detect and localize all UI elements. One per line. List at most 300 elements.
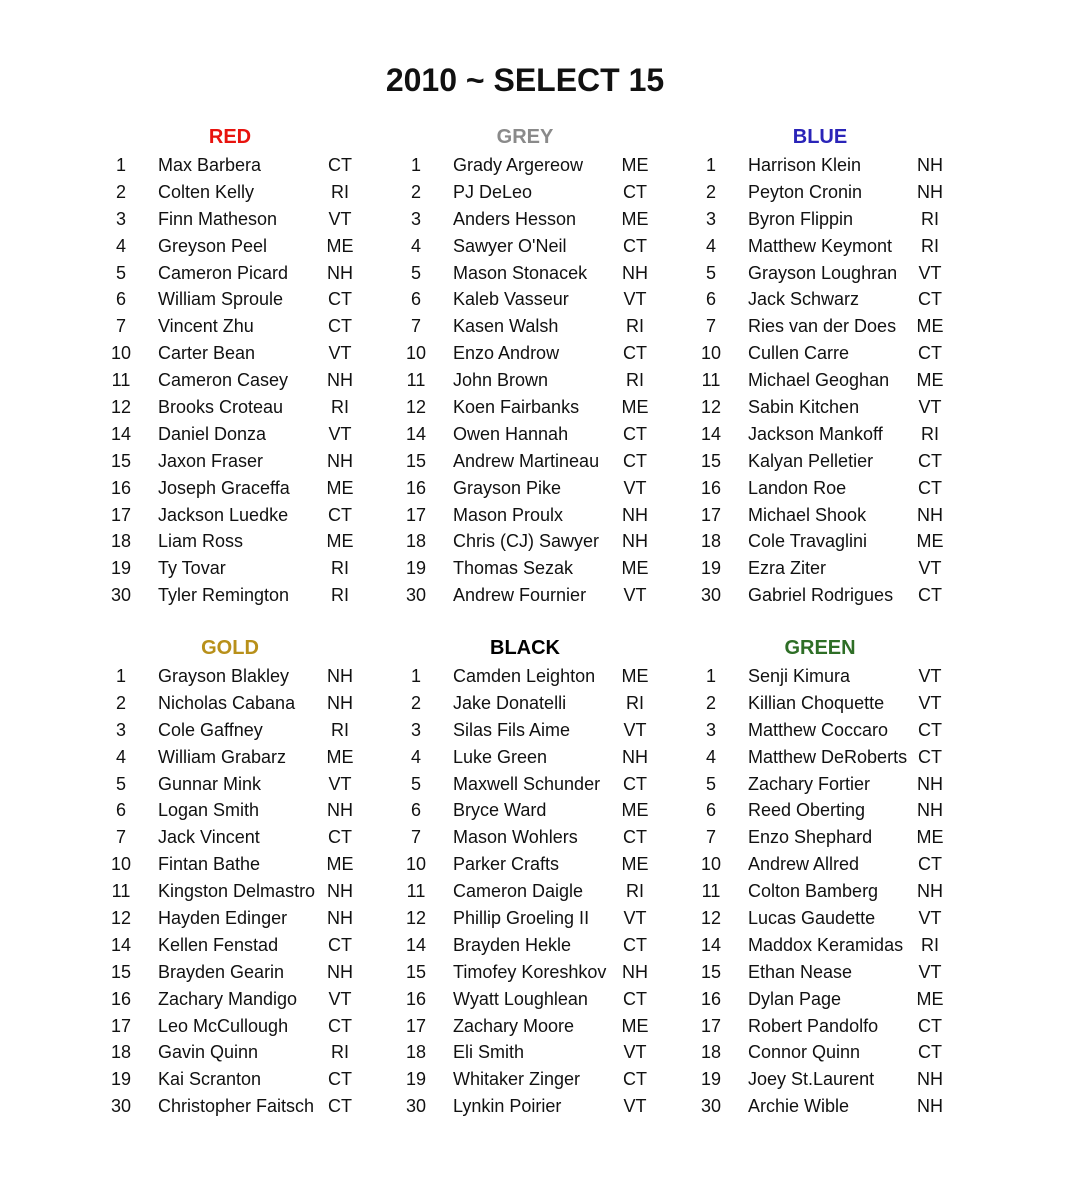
player-state: VT [328,208,352,229]
player-row [700,797,1000,824]
player-state: CT [623,934,647,955]
player-name: Eli Smith [453,1042,525,1063]
player-row [110,233,410,260]
player-state: CT [623,773,647,794]
player-row [405,986,705,1013]
player-state: CT [623,988,647,1009]
player-state: VT [328,423,352,444]
player-name: Tyler Remington [158,585,290,606]
player-name: Hayden Edinger [158,908,288,929]
player-state: NH [917,504,943,525]
player-name: Kasen Walsh [453,316,559,337]
player-name: Timofey Koreshkov [453,961,607,982]
player-state: ME [916,531,944,552]
player-row [110,206,410,233]
player-row [405,1013,705,1040]
jersey-number: 7 [115,827,126,848]
jersey-number: 17 [405,1015,427,1036]
player-name: Fintan Bathe [158,854,261,875]
player-row [110,286,410,313]
player-state: ME [621,155,649,175]
player-state: CT [623,343,647,364]
player-row [700,260,1000,287]
jersey-number: 15 [405,450,427,471]
player-state: CT [623,827,647,848]
player-row [700,851,1000,878]
player-name: Greyson Peel [158,235,268,256]
jersey-number: 17 [700,504,722,525]
player-state: CT [918,450,942,471]
player-name: Jack Schwarz [748,289,860,310]
jersey-number: 4 [410,235,421,256]
player-state: CT [623,423,647,444]
player-state: NH [917,773,943,794]
player-state: CT [918,746,942,767]
team-name-gold: GOLD [201,637,259,659]
jersey-number: 18 [405,1042,427,1063]
player-name: Mason Stonacek [453,262,588,283]
player-state: NH [622,504,648,525]
player-row [405,367,705,394]
team-roster [700,152,1000,609]
jersey-number: 18 [405,531,427,552]
player-row [110,986,410,1013]
player-row [405,663,705,690]
player-name: Kalyan Pelletier [748,450,874,471]
player-row [700,690,1000,717]
player-name: Andrew Allred [748,854,860,875]
player-row [405,905,705,932]
player-row [405,475,705,502]
player-state: NH [327,262,353,283]
player-state: ME [621,558,649,579]
player-row [110,959,410,986]
player-row [700,233,1000,260]
player-row [700,286,1000,313]
player-name: Enzo Shephard [748,827,873,848]
player-row [700,313,1000,340]
player-state: RI [626,692,644,713]
player-row [700,528,1000,555]
jersey-number: 15 [700,450,722,471]
player-name: Chris (CJ) Sawyer [453,531,600,552]
player-row [405,233,705,260]
player-name: Cullen Carre [748,343,850,364]
jersey-number: 18 [700,1042,722,1063]
jersey-number: 16 [110,988,132,1009]
player-state: NH [917,155,943,175]
player-state: VT [623,289,647,310]
team-roster [700,663,1000,1120]
player-state: VT [623,908,647,929]
jersey-number: 10 [110,343,132,364]
jersey-number: 15 [700,961,722,982]
player-state: RI [331,1042,349,1063]
player-row [405,582,705,609]
jersey-number: 12 [700,397,722,418]
jersey-number: 2 [705,181,716,202]
player-name: Silas Fils Aime [453,719,571,740]
player-state: VT [918,666,942,686]
player-state: RI [331,181,349,202]
player-name: Byron Flippin [748,208,854,229]
player-name: Brooks Croteau [158,397,284,418]
player-row [110,932,410,959]
player-name: William Sproule [158,289,284,310]
jersey-number: 5 [705,262,716,283]
player-state: RI [331,585,349,606]
player-name: Joey St.Laurent [748,1069,875,1090]
player-name: Mason Proulx [453,504,564,525]
jersey-number: 5 [115,773,126,794]
player-row [110,717,410,744]
player-name: Zachary Mandigo [158,988,298,1009]
jersey-number: 16 [405,477,427,498]
player-name: Finn Matheson [158,208,278,229]
player-state: RI [921,235,939,256]
player-row [110,690,410,717]
player-name: William Grabarz [158,746,287,767]
player-name: Harrison Klein [748,155,862,175]
player-row [405,340,705,367]
player-state: VT [623,719,647,740]
player-name: Brayden Gearin [158,961,285,982]
player-row [110,555,410,582]
player-state: CT [623,1069,647,1090]
player-row [700,582,1000,609]
jersey-number: 15 [110,961,132,982]
jersey-number: 11 [406,881,426,902]
jersey-number: 1 [115,155,126,175]
jersey-number: 30 [110,585,132,606]
player-name: Archie Wible [748,1096,850,1117]
player-name: Owen Hannah [453,423,569,444]
player-state: CT [918,854,942,875]
player-state: VT [918,692,942,713]
player-row [405,771,705,798]
player-state: NH [327,908,353,929]
team-roster [110,663,410,1120]
player-name: Koen Fairbanks [453,397,580,418]
player-state: RI [921,208,939,229]
jersey-number: 3 [115,719,126,740]
player-name: Anders Hesson [453,208,577,229]
jersey-number: 30 [405,585,427,606]
player-state: CT [328,1069,352,1090]
jersey-number: 14 [405,934,427,955]
player-row [700,555,1000,582]
player-row [700,905,1000,932]
jersey-number: 1 [705,155,716,175]
jersey-number: 19 [110,558,132,579]
player-name: Matthew Keymont [748,235,893,256]
player-state: NH [327,370,353,391]
player-row [405,1066,705,1093]
player-row [110,502,410,529]
player-state: ME [621,666,649,686]
player-name: Michael Geoghan [748,370,890,391]
player-name: Joseph Graceffa [158,477,290,498]
player-name: PJ DeLeo [453,181,533,202]
player-state: ME [326,477,354,498]
team-name-green: GREEN [784,637,856,659]
page-title: 2010 ~ SELECT 15 [385,62,665,98]
jersey-number: 4 [705,746,716,767]
player-name: Daniel Donza [158,423,267,444]
jersey-number: 3 [115,208,126,229]
player-name: Andrew Martineau [453,450,600,471]
player-row [110,179,410,206]
player-row [405,959,705,986]
jersey-number: 4 [115,235,126,256]
jersey-number: 2 [705,692,716,713]
jersey-number: 11 [111,370,131,391]
player-name: Sabin Kitchen [748,397,860,418]
player-state: NH [622,961,648,982]
player-state: ME [916,827,944,848]
player-name: Maddox Keramidas [748,934,904,955]
player-state: RI [626,881,644,902]
player-name: Kellen Fenstad [158,934,279,955]
player-name: Connor Quinn [748,1042,861,1063]
player-name: Kaleb Vasseur [453,289,569,310]
player-row [405,313,705,340]
player-row [700,986,1000,1013]
player-state: ME [916,316,944,337]
jersey-number: 5 [410,262,421,283]
jersey-number: 6 [705,800,716,821]
jersey-number: 19 [405,1069,427,1090]
player-name: Reed Oberting [748,800,866,821]
player-name: Vincent Zhu [158,316,254,337]
player-state: RI [331,558,349,579]
player-row [405,421,705,448]
jersey-number: 1 [410,666,421,686]
jersey-number: 6 [115,289,126,310]
jersey-number: 18 [700,531,722,552]
player-name: Colton Bamberg [748,881,879,902]
team-name-black: BLACK [490,637,560,659]
jersey-number: 2 [410,181,421,202]
jersey-number: 11 [111,881,131,902]
player-name: Jaxon Fraser [158,450,264,471]
player-name: Cole Gaffney [158,719,263,740]
player-row [405,1093,705,1120]
player-name: Grayson Blakley [158,666,290,686]
player-row [110,663,410,690]
team-roster [405,152,705,609]
player-name: Ries van der Does [748,316,897,337]
player-state: CT [918,719,942,740]
player-state: CT [918,585,942,606]
player-row [110,448,410,475]
player-name: Killian Choquette [748,692,885,713]
player-name: Cameron Picard [158,262,289,283]
jersey-number: 4 [705,235,716,256]
player-row [110,340,410,367]
jersey-number: 3 [410,719,421,740]
jersey-number: 6 [705,289,716,310]
player-state: CT [328,1096,352,1117]
player-row [405,717,705,744]
player-row [700,206,1000,233]
player-row [110,1013,410,1040]
player-row [110,771,410,798]
player-row [110,313,410,340]
player-state: ME [621,208,649,229]
player-name: Zachary Moore [453,1015,575,1036]
player-row [700,394,1000,421]
jersey-number: 16 [405,988,427,1009]
team-name-blue: BLUE [792,126,848,148]
player-name: Logan Smith [158,800,260,821]
player-row [405,152,705,179]
jersey-number: 5 [705,773,716,794]
jersey-number: 17 [405,504,427,525]
jersey-number: 7 [705,316,716,337]
player-name: Senji Kimura [748,666,851,686]
player-row [110,394,410,421]
player-state: ME [621,854,649,875]
player-state: NH [917,181,943,202]
jersey-number: 12 [110,908,132,929]
player-name: Whitaker Zinger [453,1069,581,1090]
player-name: Grayson Loughran [748,262,898,283]
player-name: Kingston Delmastro [158,881,316,902]
player-name: Luke Green [453,746,548,767]
player-row [405,260,705,287]
jersey-number: 5 [115,262,126,283]
player-name: Jake Donatelli [453,692,567,713]
player-row [700,475,1000,502]
player-row [405,690,705,717]
player-name: Nicholas Cabana [158,692,296,713]
player-row [700,448,1000,475]
jersey-number: 30 [405,1096,427,1117]
player-state: VT [623,585,647,606]
jersey-number: 17 [110,504,132,525]
player-state: CT [623,450,647,471]
jersey-number: 12 [110,397,132,418]
player-state: ME [916,988,944,1009]
player-name: Cameron Casey [158,370,289,391]
player-state: RI [921,423,939,444]
jersey-number: 19 [405,558,427,579]
player-row [405,1039,705,1066]
jersey-number: 17 [700,1015,722,1036]
player-row [700,179,1000,206]
player-name: Michael Shook [748,504,867,525]
player-name: Robert Pandolfo [748,1015,879,1036]
player-state: ME [326,235,354,256]
player-state: NH [917,881,943,902]
jersey-number: 4 [410,746,421,767]
player-name: Lynkin Poirier [453,1096,562,1117]
player-row [700,824,1000,851]
player-row [700,932,1000,959]
player-row [110,1093,410,1120]
player-name: Mason Wohlers [453,827,578,848]
jersey-number: 3 [705,719,716,740]
player-state: CT [918,1015,942,1036]
player-name: Gavin Quinn [158,1042,259,1063]
player-row [110,1066,410,1093]
player-state: NH [917,1069,943,1090]
player-name: Jackson Mankoff [748,423,883,444]
player-state: CT [328,504,352,525]
player-name: Brayden Hekle [453,934,572,955]
player-name: Enzo Androw [453,343,560,364]
jersey-number: 3 [410,208,421,229]
player-state: VT [918,397,942,418]
player-state: VT [918,558,942,579]
player-row [700,367,1000,394]
player-name: Grady Argereow [453,155,584,175]
player-state: RI [921,934,939,955]
player-state: CT [918,1042,942,1063]
player-name: Colten Kelly [158,181,255,202]
jersey-number: 6 [410,289,421,310]
player-row [110,475,410,502]
player-row [110,905,410,932]
jersey-number: 14 [405,423,427,444]
player-name: Grayson Pike [453,477,562,498]
player-state: ME [621,800,649,821]
player-name: Dylan Page [748,988,842,1009]
player-state: NH [622,746,648,767]
player-state: VT [623,477,647,498]
jersey-number: 14 [110,423,132,444]
player-state: VT [918,262,942,283]
jersey-number: 16 [700,988,722,1009]
player-name: Jackson Luedke [158,504,289,525]
player-name: Cole Travaglini [748,531,868,552]
jersey-number: 10 [405,854,427,875]
player-state: VT [328,988,352,1009]
player-state: CT [328,1015,352,1036]
player-state: CT [623,235,647,256]
player-state: NH [622,262,648,283]
player-state: CT [328,155,352,175]
player-row [110,744,410,771]
player-row [110,152,410,179]
player-name: Parker Crafts [453,854,560,875]
player-row [700,959,1000,986]
player-state: CT [918,289,942,310]
player-row [405,932,705,959]
team-name-red: RED [208,126,252,148]
jersey-number: 19 [700,558,722,579]
player-state: CT [918,477,942,498]
jersey-number: 7 [410,316,421,337]
player-row [110,878,410,905]
player-row [700,502,1000,529]
jersey-number: 6 [410,800,421,821]
player-name: Thomas Sezak [453,558,574,579]
player-state: VT [918,908,942,929]
player-row [110,367,410,394]
player-state: NH [327,450,353,471]
player-state: RI [626,370,644,391]
player-row [700,340,1000,367]
player-state: CT [328,934,352,955]
jersey-number: 14 [700,423,722,444]
jersey-number: 19 [700,1069,722,1090]
player-state: ME [326,531,354,552]
player-state: CT [623,181,647,202]
jersey-number: 2 [410,692,421,713]
jersey-number: 16 [700,477,722,498]
